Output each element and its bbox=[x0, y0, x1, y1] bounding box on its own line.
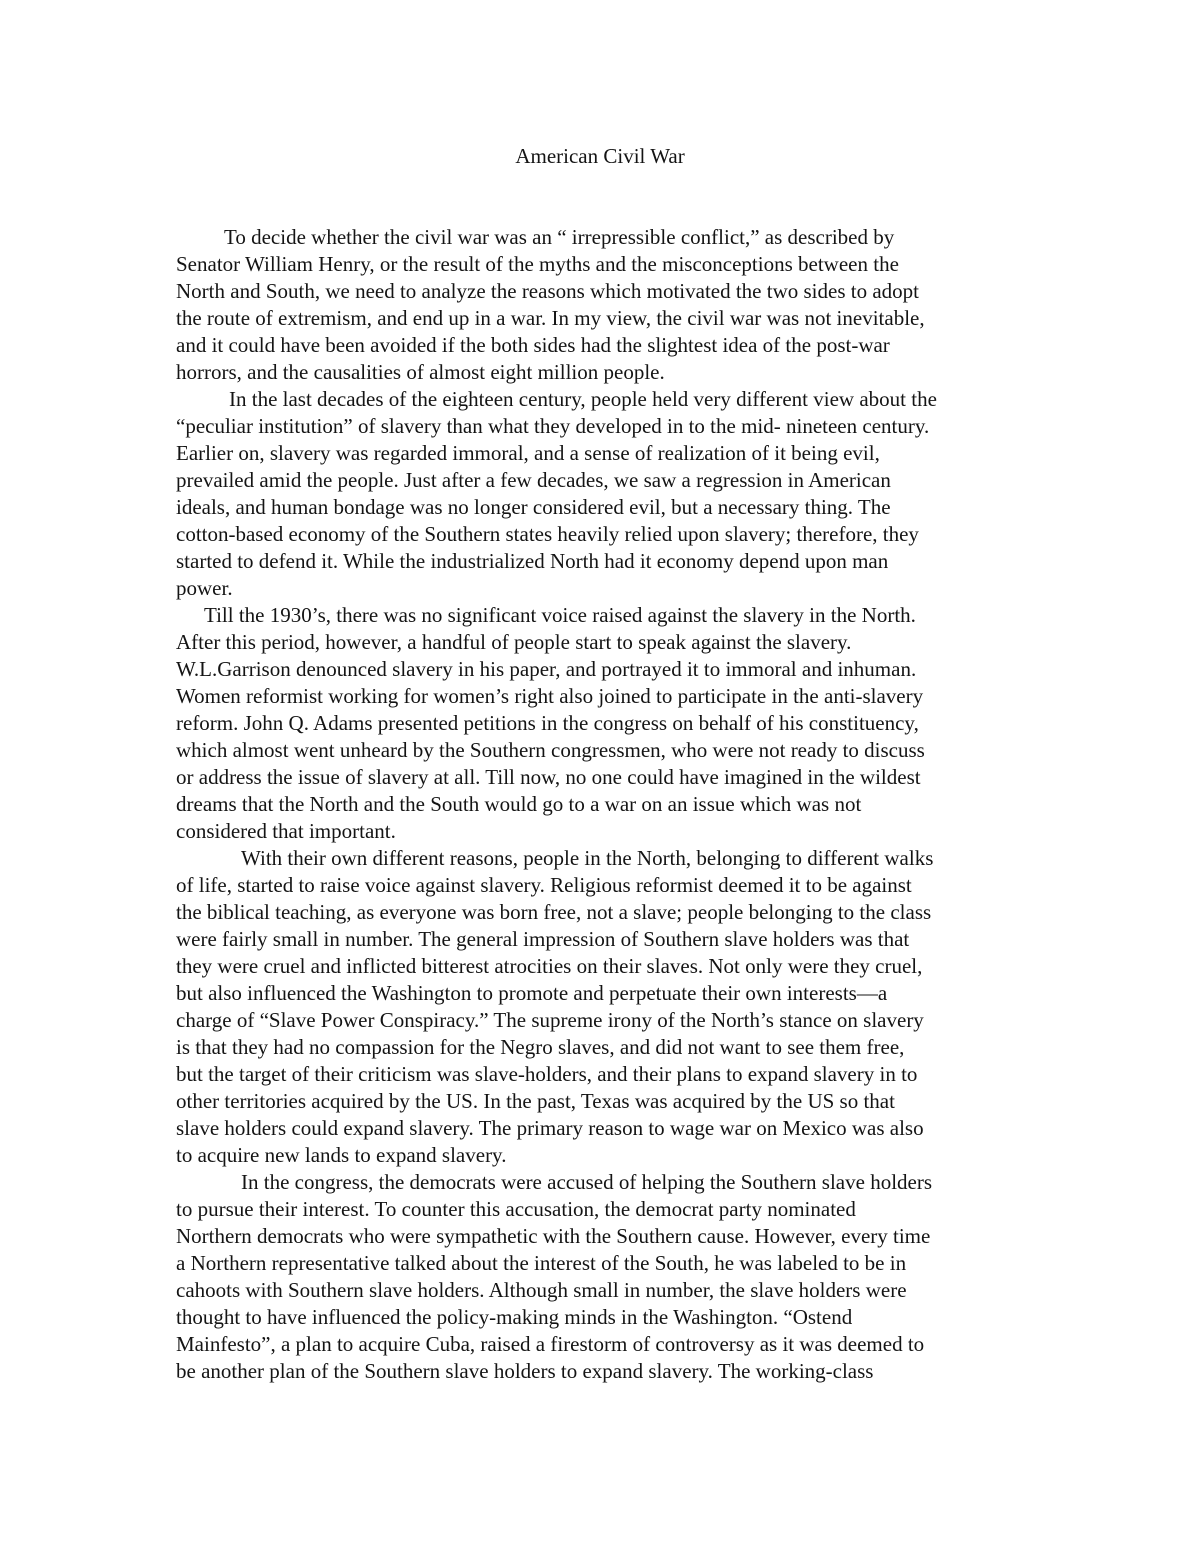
text-line: but the target of their criticism was slave-holders, and their plans to expand slavery in to bbox=[176, 1062, 918, 1086]
text-line: is that they had no compassion for the Negro slaves, and did not want to see them free, bbox=[176, 1035, 905, 1059]
text-line: North and South, we need to analyze the reasons which motivated the two sides to adopt bbox=[176, 279, 919, 303]
text-line: reform. John Q. Adams presented petitions in the congress on behalf of his constituency, bbox=[176, 711, 919, 735]
text-line: Women reformist working for women’s right also joined to participate in the anti-slavery bbox=[176, 684, 924, 708]
text-line: Senator William Henry, or the result of the myths and the misconceptions between the bbox=[176, 252, 899, 276]
text-line: or address the issue of slavery at all. Till now, no one could have imagined in the wildest bbox=[176, 765, 921, 789]
text-line: horrors, and the causalities of almost eight million people. bbox=[176, 360, 665, 384]
document-body bbox=[176, 224, 1024, 1385]
text-line: cotton-based economy of the Southern states heavily relied upon slavery; therefore, they bbox=[176, 522, 919, 546]
text-line: prevailed amid the people. Just after a few decades, we saw a regression in American bbox=[176, 468, 891, 492]
text-line: and it could have been avoided if the both sides had the slightest idea of the post-war bbox=[176, 333, 890, 357]
text-line: Till the 1930’s, there was no significant voice raised against the slavery in the North. bbox=[204, 603, 916, 627]
text-line: started to defend it. While the industrialized North had it economy depend upon man bbox=[176, 549, 889, 573]
text-line: of life, started to raise voice against slavery. Religious reformist deemed it to be against bbox=[176, 873, 912, 897]
text-line: were fairly small in number. The general impression of Southern slave holders was that bbox=[176, 927, 910, 951]
text-line: to pursue their interest. To counter this accusation, the democrat party nominated bbox=[176, 1197, 856, 1221]
text-line: power. bbox=[176, 576, 233, 600]
text-line: dreams that the North and the South would go to a war on an issue which was not bbox=[176, 792, 862, 816]
document-title: American Civil War bbox=[515, 144, 685, 168]
text-line: charge of “Slave Power Conspiracy.” The supreme irony of the North’s stance on slavery bbox=[176, 1008, 924, 1032]
text-line: the biblical teaching, as everyone was born free, not a slave; people belonging to the class bbox=[176, 900, 932, 924]
text-line: be another plan of the Southern slave holders to expand slavery. The working-class bbox=[176, 1359, 874, 1383]
text-line: Northern democrats who were sympathetic with the Southern cause. However, every time bbox=[176, 1224, 931, 1248]
text-line: In the last decades of the eighteen century, people held very different view about the bbox=[229, 387, 937, 411]
text-line: other territories acquired by the US. In the past, Texas was acquired by the US so that bbox=[176, 1089, 895, 1113]
text-line: Earlier on, slavery was regarded immoral, and a sense of realization of it being evil, bbox=[176, 441, 880, 465]
text-line: In the congress, the democrats were accused of helping the Southern slave holders bbox=[241, 1170, 933, 1194]
text-line: thought to have influenced the policy-making minds in the Washington. “Ostend bbox=[176, 1305, 853, 1329]
text-line: W.L.Garrison denounced slavery in his paper, and portrayed it to immoral and inhuman. bbox=[176, 657, 917, 681]
text-line: With their own different reasons, people in the North, belonging to different walks bbox=[241, 846, 934, 870]
text-line: but also influenced the Washington to promote and perpetuate their own interests—a bbox=[176, 981, 888, 1005]
text-line: ideals, and human bondage was no longer considered evil, but a necessary thing. The bbox=[176, 495, 891, 519]
text-line: the route of extremism, and end up in a war. In my view, the civil war was not inevitable, bbox=[176, 306, 925, 330]
text-line: To decide whether the civil war was an “ irrepressible conflict,” as described by bbox=[224, 225, 895, 249]
text-line: they were cruel and inflicted bitterest atrocities on their slaves. Not only were they cruel, bbox=[176, 954, 923, 978]
text-line: a Northern representative talked about the interest of the South, he was labeled to be in bbox=[176, 1251, 907, 1275]
text-line: slave holders could expand slavery. The primary reason to wage war on Mexico was also bbox=[176, 1116, 924, 1140]
text-line: cahoots with Southern slave holders. Although small in number, the slave holders were bbox=[176, 1278, 907, 1302]
text-line: which almost went unheard by the Southern congressmen, who were not ready to discuss bbox=[176, 738, 925, 762]
text-line: considered that important. bbox=[176, 819, 396, 843]
text-line: After this period, however, a handful of people start to speak against the slavery. bbox=[176, 630, 852, 654]
text-line: Mainfesto”, a plan to acquire Cuba, raised a firestorm of controversy as it was deemed to bbox=[176, 1332, 925, 1356]
text-line: “peculiar institution” of slavery than what they developed in to the mid- nineteen century. bbox=[176, 414, 930, 438]
text-line: to acquire new lands to expand slavery. bbox=[176, 1143, 507, 1167]
